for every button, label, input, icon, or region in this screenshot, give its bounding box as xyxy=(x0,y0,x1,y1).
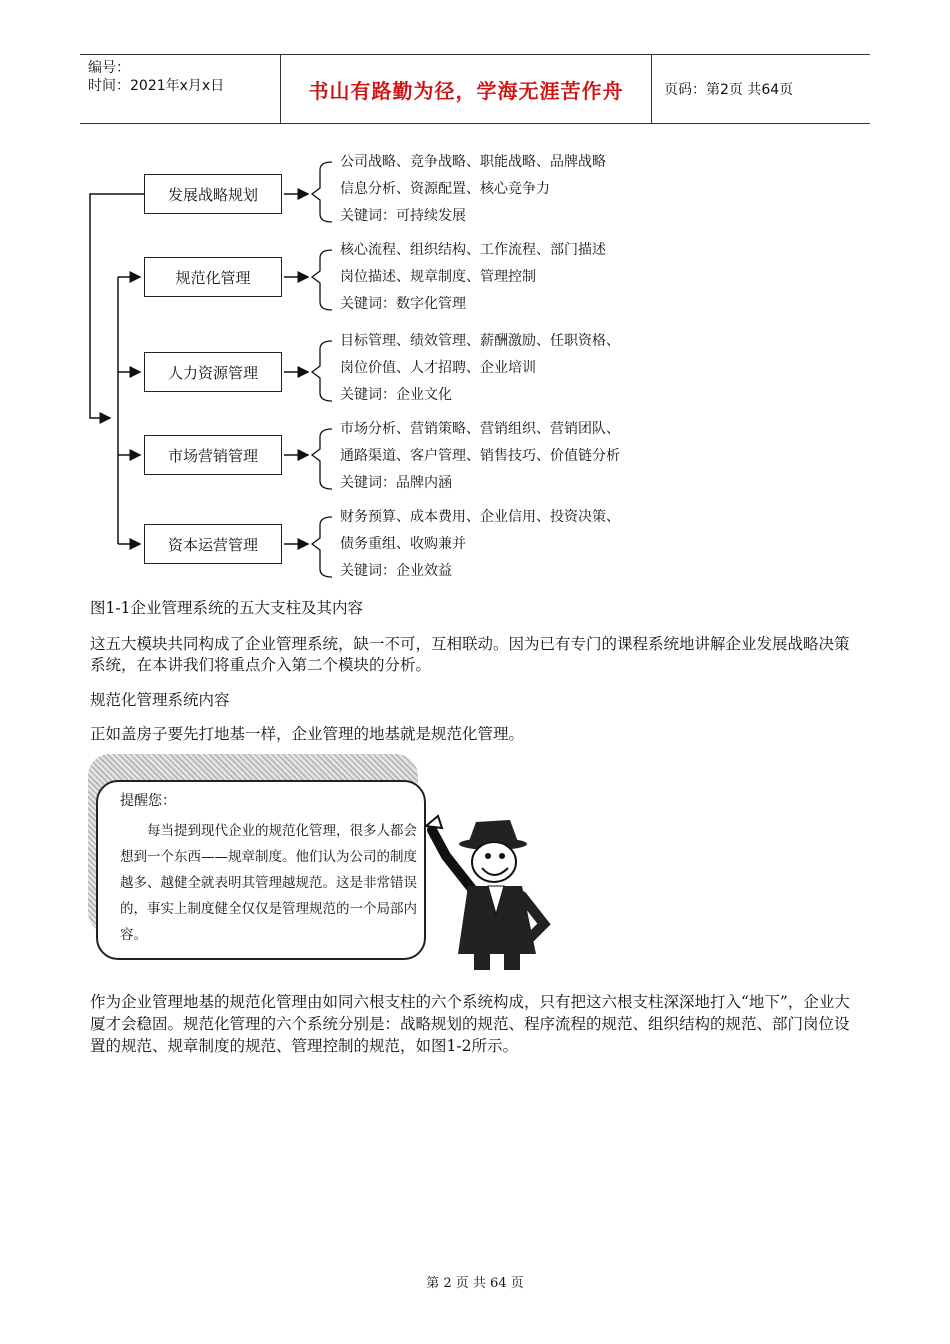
list-item: 关键词：可持续发展 xyxy=(340,208,466,224)
list-item: 公司战略、竞争战略、职能战略、品牌战略 xyxy=(340,154,606,170)
management-system-diagram xyxy=(80,140,700,590)
module-box-capital: 资本运营管理 xyxy=(144,524,282,564)
module-items-marketing xyxy=(340,416,620,497)
brace-bracket xyxy=(312,341,332,401)
reminder-bubble xyxy=(96,780,426,960)
module-items-strategy xyxy=(340,149,606,230)
header-meta xyxy=(80,55,280,123)
brace-bracket xyxy=(312,517,332,577)
module-box-standardization: 规范化管理 xyxy=(144,257,282,297)
section-heading: 规范化管理系统内容 xyxy=(90,691,230,709)
page-footer: 第 2 页 共 64 页 xyxy=(426,1276,524,1291)
brace-bracket xyxy=(312,429,332,489)
module-items-standardization xyxy=(340,237,606,318)
time-label: 时间：2021年x月x日 xyxy=(88,78,225,94)
list-item: 目标管理、绩效管理、薪酬激励、任职资格、 xyxy=(340,333,620,349)
list-item: 财务预算、成本费用、企业信用、投资决策、 xyxy=(340,509,620,525)
reminder-body: 每当提到现代企业的规范化管理，很多人都会想到一个东西——规章制度。他们认为公司的制度越多、越健全就表明其管理越规范。这是非常错误的，事实上制度健全仅仅是管理规范的一个局部内容。 xyxy=(120,823,417,943)
reminder-title: 提醒您： xyxy=(120,793,176,809)
paragraph-3: 作为企业管理地基的规范化管理由如同六根支柱的六个系统构成，只有把这六根支柱深深地打入“地下”，企业大厦才会稳固。规范化管理的六个系统分别是：战略规划的规范、程序流程的规范、组织结构的规范、部门岗位设置的规范、规章制度的规范、管理控制的规范，如图1-2所示。 xyxy=(90,993,850,1055)
reminder-illustration xyxy=(88,754,558,974)
list-item: 关键词：企业文化 xyxy=(340,387,452,403)
list-item: 岗位描述、规章制度、管理控制 xyxy=(340,269,536,285)
number-label: 编号： xyxy=(88,60,130,76)
brace-bracket xyxy=(312,162,332,222)
list-item: 通路渠道、客户管理、销售技巧、价值链分析 xyxy=(340,448,620,464)
brace-bracket xyxy=(312,250,332,310)
list-item: 市场分析、营销策略、营销组织、营销团队、 xyxy=(340,421,620,437)
list-item: 关键词：数字化管理 xyxy=(340,296,466,312)
header-motto: 书山有路勤为径，学海无涯苦作舟 xyxy=(280,55,652,123)
list-item: 核心流程、组织结构、工作流程、部门描述 xyxy=(340,242,606,258)
cartoon-man-icon xyxy=(418,804,558,974)
header-page: 页码：第2页 共64页 xyxy=(664,82,794,98)
paragraph-1: 这五大模块共同构成了企业管理系统，缺一不可，互相联动。因为已有专门的课程系统地讲解企业发展战略决策系统，在本讲我们将重点介入第二个模块的分析。 xyxy=(90,635,850,674)
list-item: 关键词：品牌内涵 xyxy=(340,475,452,491)
module-box-strategy: 发展战略规划 xyxy=(144,174,282,214)
paragraph-2: 正如盖房子要先打地基一样，企业管理的地基就是规范化管理。 xyxy=(90,725,525,743)
list-item: 债务重组、收购兼并 xyxy=(340,536,466,552)
module-items-hr xyxy=(340,328,620,409)
list-item: 关键词：企业效益 xyxy=(340,563,452,579)
page-header xyxy=(80,54,870,124)
figure-caption: 图1-1企业管理系统的五大支柱及其内容 xyxy=(90,599,363,617)
list-item: 信息分析、资源配置、核心竞争力 xyxy=(340,181,550,197)
module-box-hr: 人力资源管理 xyxy=(144,352,282,392)
module-items-capital xyxy=(340,504,620,585)
list-item: 岗位价值、人才招聘、企业培训 xyxy=(340,360,536,376)
module-box-marketing: 市场营销管理 xyxy=(144,435,282,475)
